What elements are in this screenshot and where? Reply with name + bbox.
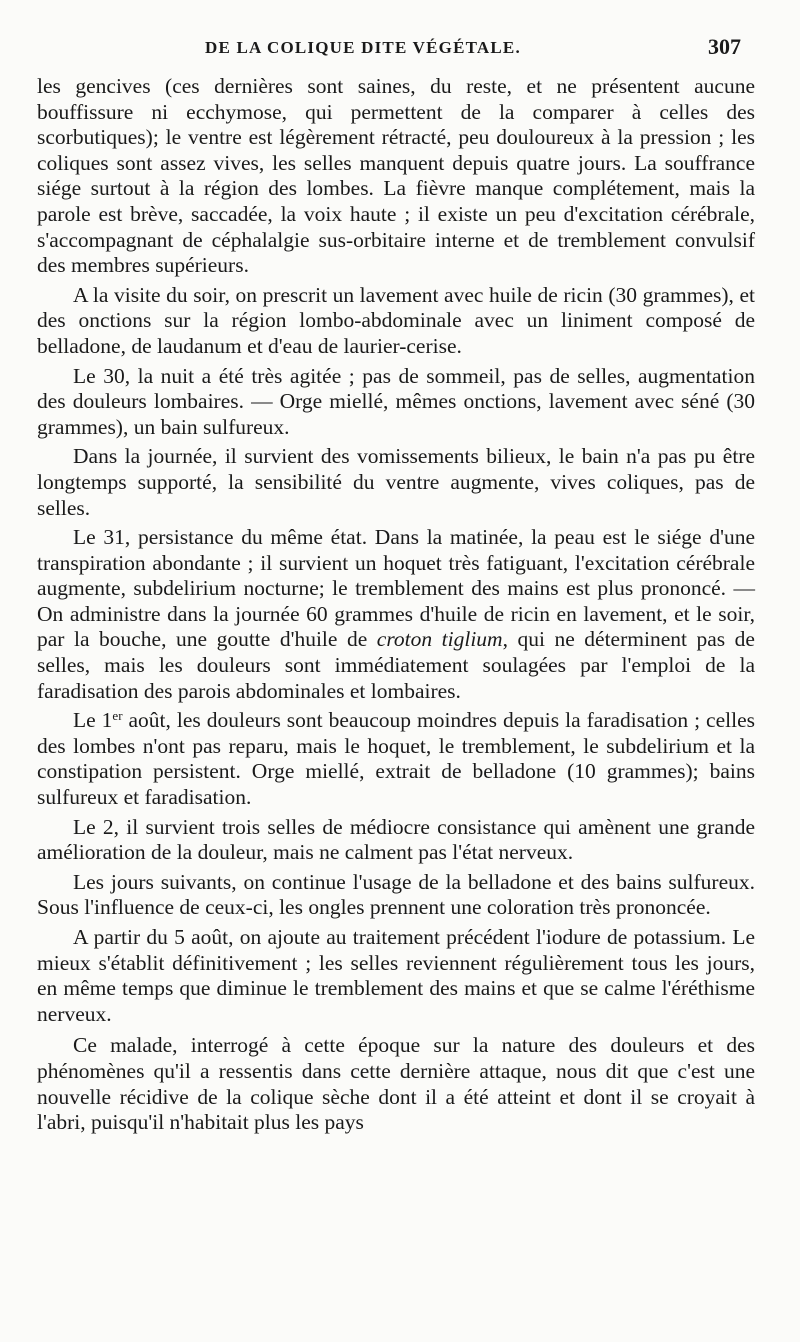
paragraph-10: Ce malade, interrogé à cette époque sur la nature des douleurs et des phénomènes qu'il a ressentis dans cette dernière attaque, nous dit que c'est une nouvelle récidive de la colique sèche dont il a été atteint et dont il se croyait à l'abri, puisqu'il n'habitait plus les pays: [37, 1033, 755, 1135]
paragraph-6-date: Le 1: [73, 708, 113, 733]
body-text: [37, 74, 755, 1136]
running-title: DE LA COLIQUE DITE VÉGÉTALE.: [205, 38, 521, 57]
paragraph-1: les gencives (ces dernières sont saines, du reste, et ne présentent aucune bouffissure ni ecchymose, qui permettent de la comparer à celles des scorbutiques); le ventre est légèrement rétracté, peu douloureux à la pression ; les coliques sont assez vives, les selles manquent depuis quatre jours. La souffrance siége surtout à la région des lombes. La fièvre manque complétement, mais la parole est brève, saccadée, la voix haute ; il existe un peu d'excitation cérébrale, s'accompagnant de céphalalgie sus-orbitaire interne et de tremblement convulsif des membres supérieurs.: [37, 74, 755, 278]
paragraph-7: Le 2, il survient trois selles de médiocre consistance qui amènent une grande amélioration de la douleur, mais ne calment pas l'état nerveux.: [37, 814, 755, 865]
paragraph-5: [37, 525, 755, 704]
paragraph-2: A la visite du soir, on prescrit un lavement avec huile de ricin (30 grammes), et des onctions sur la région lombo-abdominale avec un liniment composé de belladone, de laudanum et d'eau de laurier-cerise.: [37, 282, 755, 358]
paragraph-5-part-2: , qui ne déterminent pas de selles, mais les douleurs sont immédiatement soulagées par l'emploi de la faradisation des parois abdominales et lombaires.: [37, 627, 755, 703]
paragraph-6-superscript: er: [112, 708, 123, 724]
page-header: [0, 32, 800, 66]
paragraph-5-part-1: Le 31, persistance du même état. Dans la matinée, la peau est le siége d'une transpiration abondante ; il survient un hoquet très fatiguant, l'excitation cérébrale augmente, subdelirium nocturne; le tremblement des mains est plus prononcé. — On administre dans la journée 60 grammes d'huile de ricin en lavement, et le soir, par la bouche, une goutte d'huile de: [37, 525, 755, 652]
paragraph-6-text: août, les douleurs sont beaucoup moindres depuis la faradisation ; celles des lombes n'ont pas reparu, mais le hoquet, le tremblement, le subdelirium et la constipation persistent. Orge miellé, extrait de belladone (10 grammes); bains sulfureux et faradisation.: [37, 708, 755, 810]
paragraph-5-italic: croton tiglium: [376, 627, 503, 652]
paragraph-8: Les jours suivants, on continue l'usage de la belladone et des bains sulfureux. Sous l'influence de ceux-ci, les ongles prennent une coloration très prononcée.: [37, 869, 755, 920]
paragraph-4: Dans la journée, il survient des vomissements bilieux, le bain n'a pas pu être longtemps supporté, la sensibilité du ventre augmente, vives coliques, pas de selles.: [37, 444, 755, 520]
paragraph-9: A partir du 5 août, on ajoute au traitement précédent l'iodure de potassium. Le mieux s'établit définitivement ; les selles reviennent régulièrement tous les jours, en même temps que diminue le tremblement des mains et que se calme l'éréthisme nerveux.: [37, 925, 755, 1026]
page-number: 307: [708, 34, 741, 59]
paragraph-6: [37, 708, 755, 810]
paragraph-3: Le 30, la nuit a été très agitée ; pas de sommeil, pas de selles, augmentation des douleurs lombaires. — Orge miellé, mêmes onctions, lavement avec séné (30 grammes), un bain sulfureux.: [37, 363, 755, 439]
